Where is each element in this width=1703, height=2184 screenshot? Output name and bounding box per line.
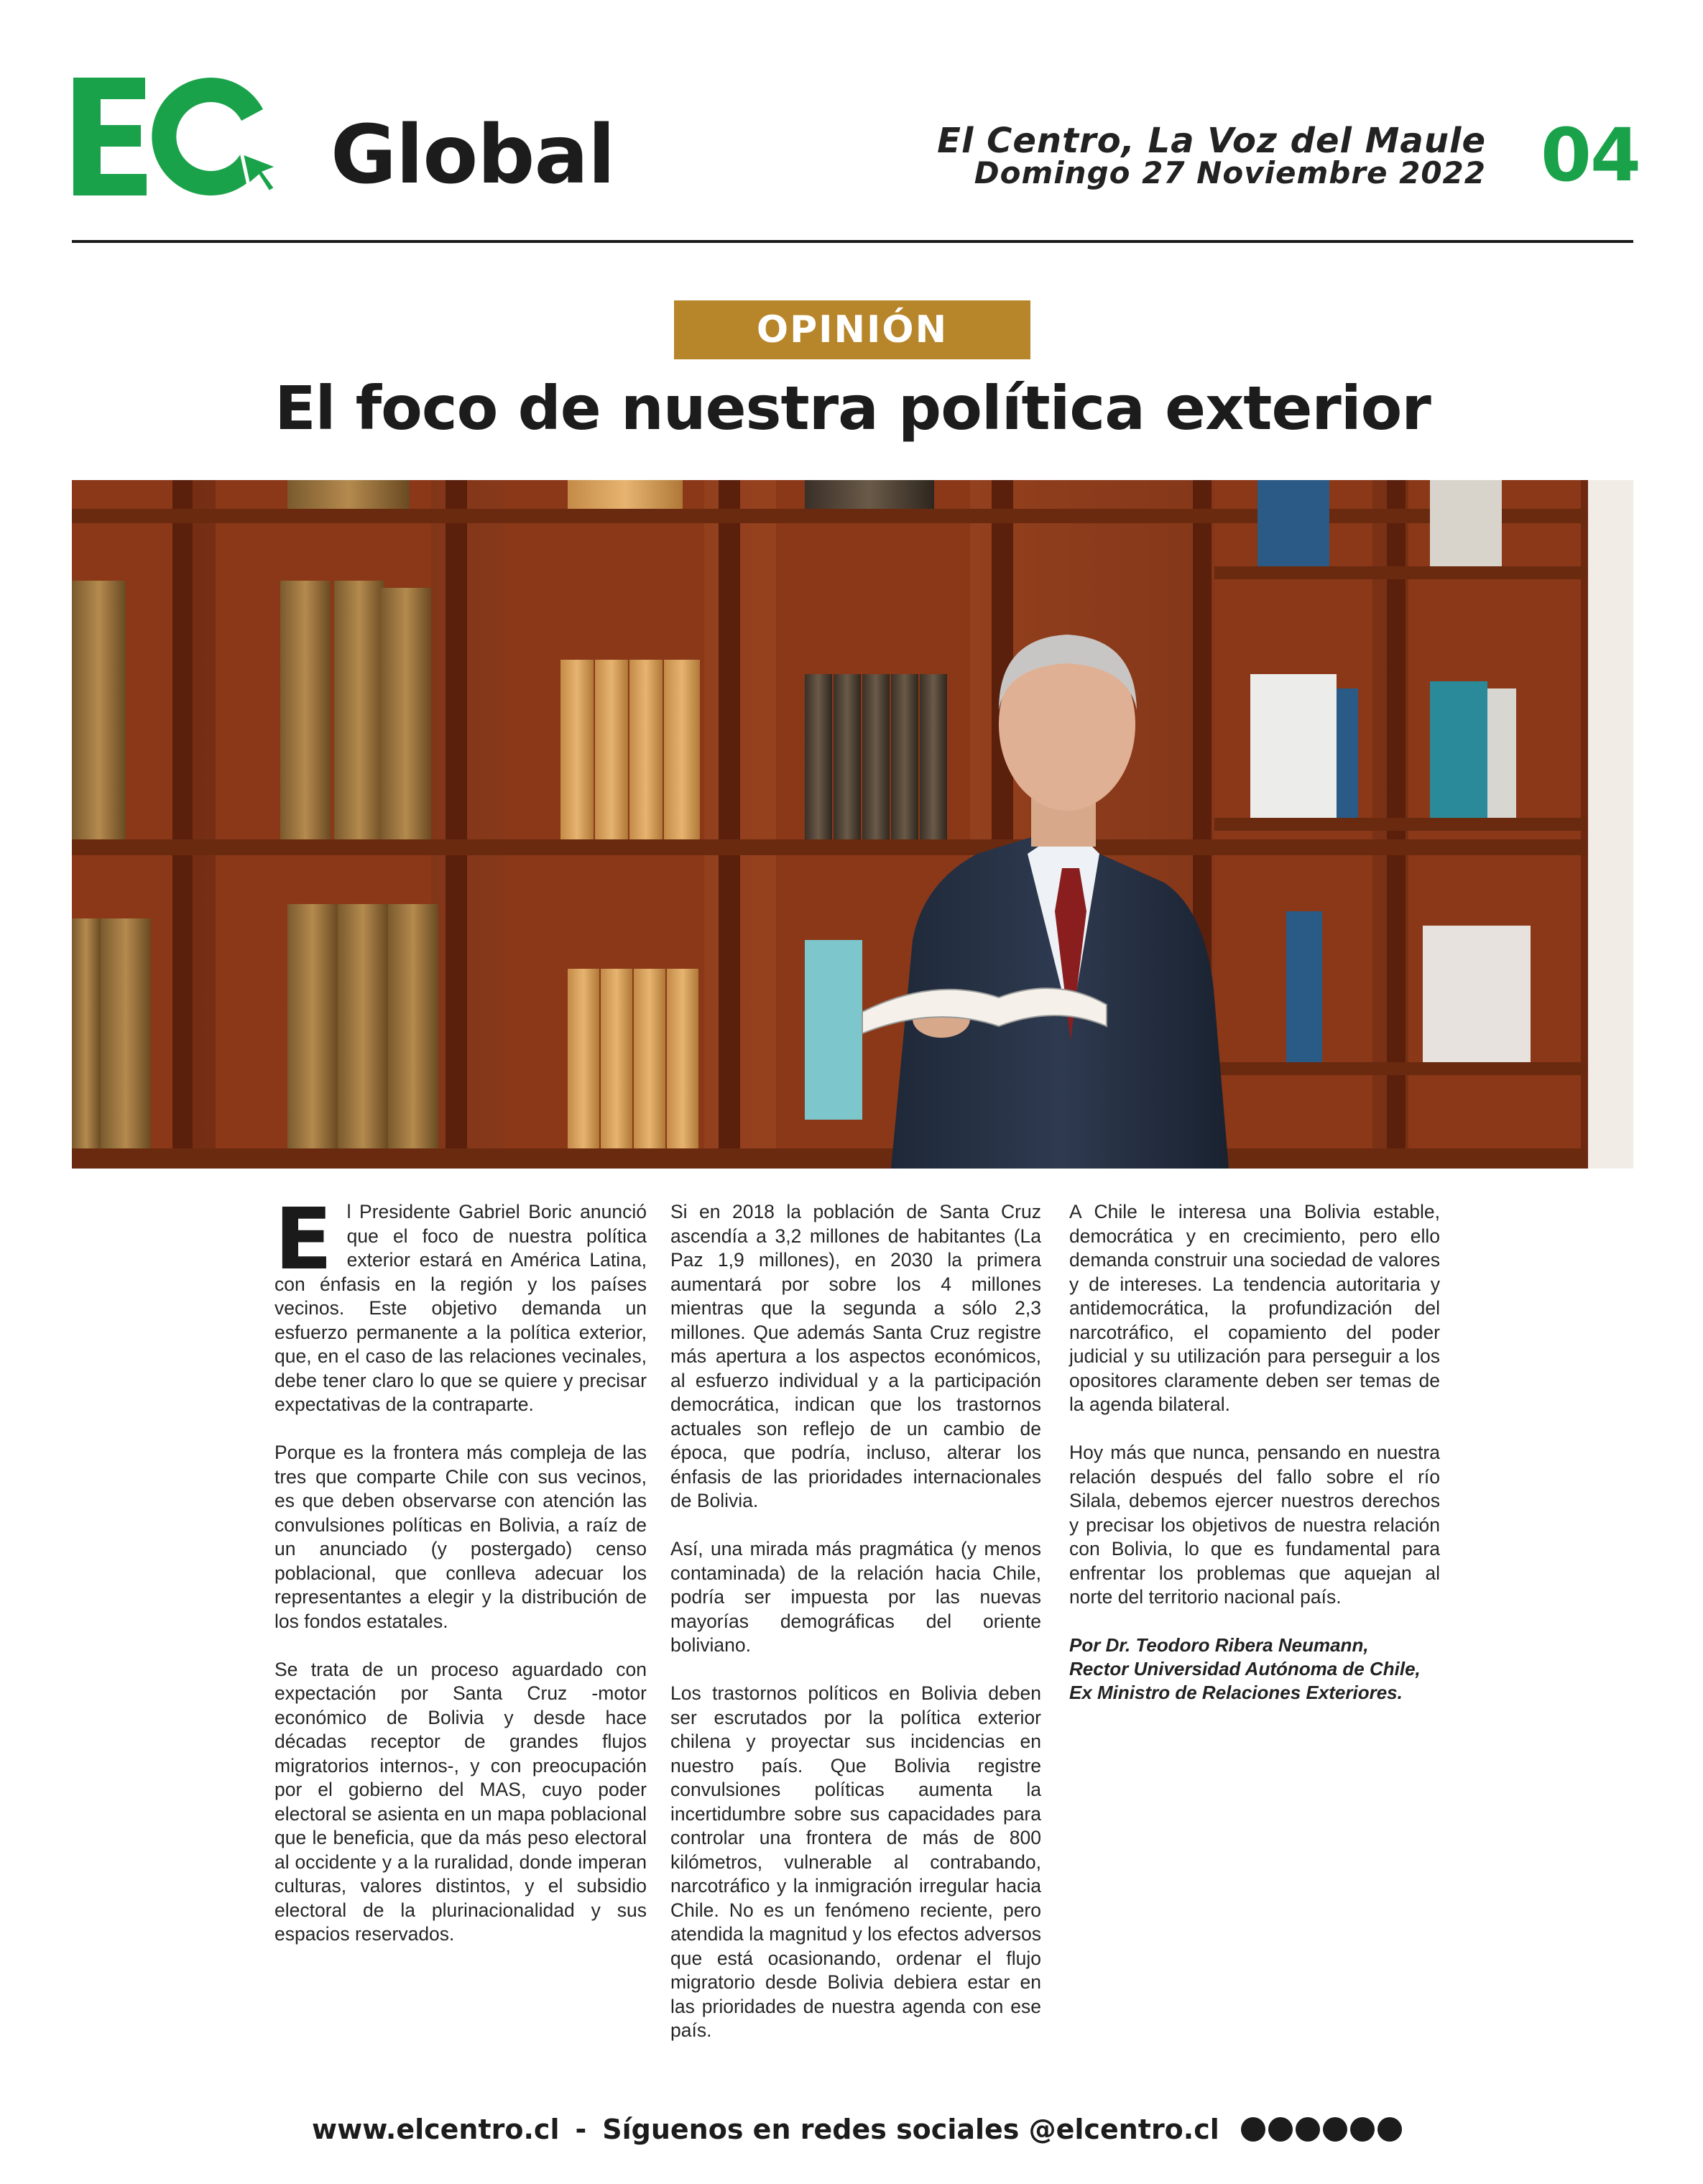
social-callout: Síguenos en redes sociales @elcentro.cl	[602, 2114, 1219, 2145]
paragraph: Porque es la frontera más compleja de las tres que comparte Chile con sus vecinos, es que deben observarse con atención las convulsiones políticas en Bolivia, a raíz de un anunciado (y postergado) censo poblacional, que conlleva adecuar los representantes a elegir y la distribución de los fondos estatales.	[274, 1442, 647, 1632]
footer	[312, 2116, 1402, 2143]
kicker-label: OPINIÓN	[674, 300, 1030, 359]
issue-date: Domingo 27 Noviembre 2022	[974, 155, 1486, 190]
drop-cap: E	[274, 1189, 333, 1289]
paragraph: Se trata de un proceso aguardado con expectación por Santa Cruz -motor económico de Bolivia y desde hace décadas receptor de grandes flujos migratorios internos-, y con preocupación por el gobierno del MAS, cuyo poder electoral se asienta en un mapa poblacional que le beneficia, que da más peso electoral al occidente y a la ruralidad, donde imperan culturas, valores distintos, y el subsidio electoral de la plurinacionalidad y sus espacios reservados.	[274, 1658, 647, 1945]
byline-name: Por Dr. Teodoro Ribera Neumann,	[1069, 1634, 1369, 1656]
facebook-icon[interactable]	[1241, 2117, 1265, 2142]
instagram-icon[interactable]	[1268, 2117, 1293, 2142]
header-rule	[72, 240, 1633, 243]
youtube-icon[interactable]	[1296, 2117, 1320, 2142]
section-title: Global	[331, 109, 615, 202]
author-byline	[1069, 1634, 1440, 1705]
article-column-3	[1069, 1200, 1440, 1705]
website-link[interactable]: www.elcentro.cl	[312, 2114, 560, 2145]
spotify-icon[interactable]	[1350, 2117, 1375, 2142]
logo-ec	[70, 72, 286, 201]
paragraph-text: l Presidente Gabriel Boric anunció que el foco de nuestra política exterior estará en América Latina, con énfasis en la región y los países vecinos. Este objetivo demanda un esfuerzo permanente a la política exterior, que, en el caso de las relaciones vecinales, debe tener claro lo que se quiere y precisar expectativas de la contraparte.	[274, 1201, 647, 1415]
author-photo	[72, 480, 1633, 1169]
headline: El foco de nuestra política exterior	[274, 373, 1431, 443]
newspaper-name: El Centro, La Voz del Maule	[937, 121, 1486, 161]
tiktok-icon[interactable]	[1377, 2117, 1402, 2142]
paragraph: Hoy más que nunca, pensando en nuestra relación después del fallo sobre el río Silala, debemos ejercer nuestros derechos y precisar los objetivos de nuestra relación con Bolivia, lo que es fundamental para enfrentar los problemas que aquejan al norte del territorio nacional país.	[1069, 1442, 1440, 1608]
paragraph: A Chile le interesa una Bolivia estable, democrática y en crecimiento, pero ello demanda construir una sociedad de valores y de intereses. La tendencia autoritaria y antidemocrática, la profundización del narcotráfico, el copamiento del poder judicial y su utilización para perseguir a los opositores claramente deben ser temas de la agenda bilateral.	[1069, 1201, 1440, 1415]
paragraph	[274, 1189, 647, 1417]
social-icons	[1241, 2117, 1402, 2142]
paragraph: Los trastornos políticos en Bolivia deben ser escrutados por la política exterior chilena y proyectar sus incidencias en nuestro país. Que Bolivia registre convulsiones políticas aumenta la incertidumbre sobre sus capacidades para controlar una frontera de más de 800 kilómetros, vulnerable al contrabando, narcotráfico y la inmigración irregular hacia Chile. No es un fenómeno reciente, pero atendida la magnitud y los efectos adversos que está ocasionando, ordenar el flujo migratorio desde Bolivia debiera estar en las prioridades de nuestra agenda con ese país.	[670, 1682, 1041, 2041]
byline-title: Rector Universidad Autónoma de Chile,	[1069, 1658, 1421, 1680]
twitter-icon[interactable]	[1323, 2117, 1347, 2142]
page-number: 04	[1541, 113, 1640, 198]
article-column-2	[670, 1200, 1041, 2067]
footer-separator: -	[575, 2114, 587, 2145]
paragraph: Si en 2018 la población de Santa Cruz ascendía a 3,2 millones de habitantes (La Paz 1,9 millones), en 2030 la primera aumentará por sobre los 4 millones mientras que la segunda a sólo 2,3 millones. Que además Santa Cruz registre más apertura a los aspectos económicos, al esfuerzo individual y a la participación democrática, indican que los trastornos actuales son reflejo de un cambio de época, que podría, incluso, alterar los énfasis de las prioridades internacionales de Bolivia.	[670, 1201, 1041, 1511]
byline-former-role: Ex Ministro de Relaciones Exteriores.	[1069, 1682, 1403, 1703]
article-column-1	[274, 1189, 647, 1971]
paragraph: Así, una mirada más pragmática (y menos contaminada) de la relación hacia Chile, podría ser impuesta por las nuevas mayorías demográficas del oriente boliviano.	[670, 1538, 1041, 1656]
